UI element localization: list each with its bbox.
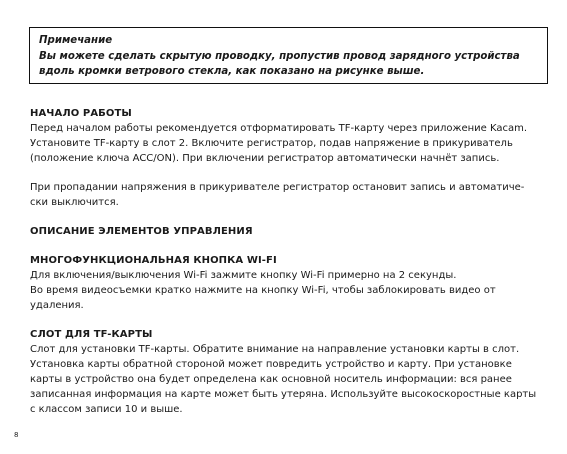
note-title: Примечание [39, 35, 113, 46]
tf-line-2: Установка карты обратной стороной может повредить устройство и карту. При установке [30, 359, 512, 370]
wifi-line-2: Во время видеосъемки кратко нажмите на кнопку Wi-Fi, чтобы заблокировать видео от [30, 285, 496, 296]
tf-line-3: карты в устройство она будет определена как основной носитель информации: вся ранее [30, 374, 512, 385]
note-box [29, 27, 548, 84]
page-number: 8 [14, 431, 19, 439]
tf-line-1: Слот для установки TF-карты. Обратите внимание на направление установки карты в слот. [30, 344, 520, 355]
start-line-3: (положение ключа ACC/ON). При включении регистратор автоматически начнёт запись. [30, 153, 500, 164]
section-heading-wifi: МНОГОФУНКЦИОНАЛЬНАЯ КНОПКА WI-FI [30, 255, 277, 266]
note-text: Вы можете сделать скрытую проводку, пропустив провод зарядного устройства вдоль кромки ветрового стекла, как показано на рисунке выше. [39, 50, 520, 77]
wifi-line-3: удаления. [30, 300, 84, 311]
tf-line-4: записанная информация на карте может быть утеряна. Используйте высокоскоростные карты [30, 389, 537, 400]
start-line-2: Установите TF-карту в слот 2. Включите регистратор, подав напряжение в прикуриватель [30, 138, 513, 149]
section-heading-tf: СЛОТ ДЛЯ TF-КАРТЫ [30, 329, 153, 340]
main-content [30, 106, 550, 417]
section-heading-start: НАЧАЛО РАБОТЫ [30, 108, 132, 119]
start-line-5: ски выключится. [30, 197, 119, 208]
section-heading-controls: ОПИСАНИЕ ЭЛЕМЕНТОВ УПРАВЛЕНИЯ [30, 226, 253, 237]
wifi-line-1: Для включения/выключения Wi-Fi зажмите кнопку Wi-Fi примерно на 2 секунды. [30, 270, 457, 281]
start-line-4: При пропадании напряжения в прикуривателе регистратор остановит запись и автоматиче- [30, 182, 525, 193]
start-line-1: Перед началом работы рекомендуется отформатировать TF-карту через приложение Kacam. [30, 123, 528, 134]
tf-line-5: с классом записи 10 и выше. [30, 404, 183, 415]
